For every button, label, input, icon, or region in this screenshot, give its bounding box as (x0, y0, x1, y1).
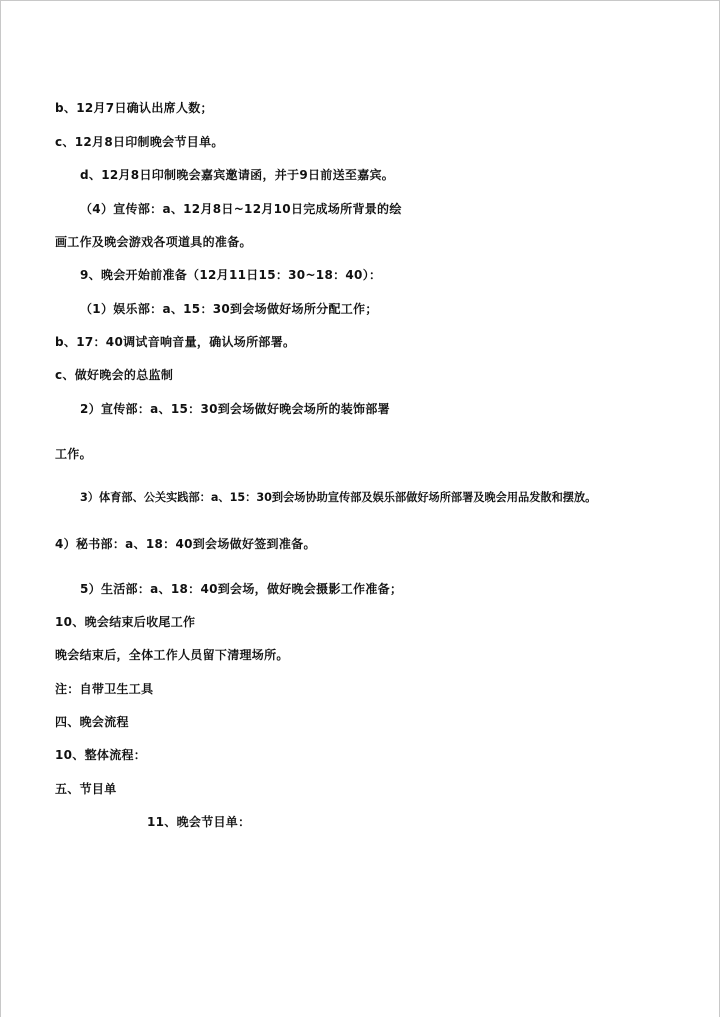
text-line: 10、整体流程： (55, 748, 147, 762)
text-line: b、12月7日确认出席人数； (55, 101, 213, 115)
text-line: 2）宣传部：a、15：30到会场做好晚会场所的装饰部署 (80, 402, 390, 416)
text-line: c、12月8日印制晚会节目单。 (55, 135, 224, 149)
text-line: d、12月8日印制晚会嘉宾邀请函，并于9日前送至嘉宾。 (80, 168, 395, 182)
text-line: 晚会结束后，全体工作人员留下清理场所。 (55, 648, 289, 662)
text-line: 四、晚会流程 (55, 715, 129, 729)
text-line: 工作。 (55, 447, 92, 461)
text-line: 5）生活部：a、18：40到会场，做好晚会摄影工作准备； (80, 582, 403, 596)
text-line: b、17：40调试音响音量，确认场所部署。 (55, 335, 296, 349)
text-line: 4）秘书部：a、18：40到会场做好签到准备。 (55, 537, 316, 551)
text-line: 3）体育部、公关实践部：a、15：30到会场协助宣传部及娱乐部做好场所部署及晚会用品发散和摆放。 (80, 491, 597, 504)
text-line: 10、晚会结束后收尾工作 (55, 615, 196, 629)
text-line: 五、节目单 (55, 782, 117, 796)
text-line: 11、晚会节目单： (147, 815, 251, 829)
text-line: （4）宣传部：a、12月8日~12月10日完成场所背景的绘 (80, 202, 402, 216)
text-line: 画工作及晚会游戏各项道具的准备。 (55, 235, 252, 249)
text-line: c、做好晚会的总监制 (55, 368, 174, 382)
text-line: 注：自带卫生工具 (55, 682, 154, 696)
text-line: （1）娱乐部：a、15：30到会场做好场所分配工作； (80, 302, 378, 316)
text-line: 9、晚会开始前准备（12月11日15：30~18：40）： (80, 268, 382, 282)
